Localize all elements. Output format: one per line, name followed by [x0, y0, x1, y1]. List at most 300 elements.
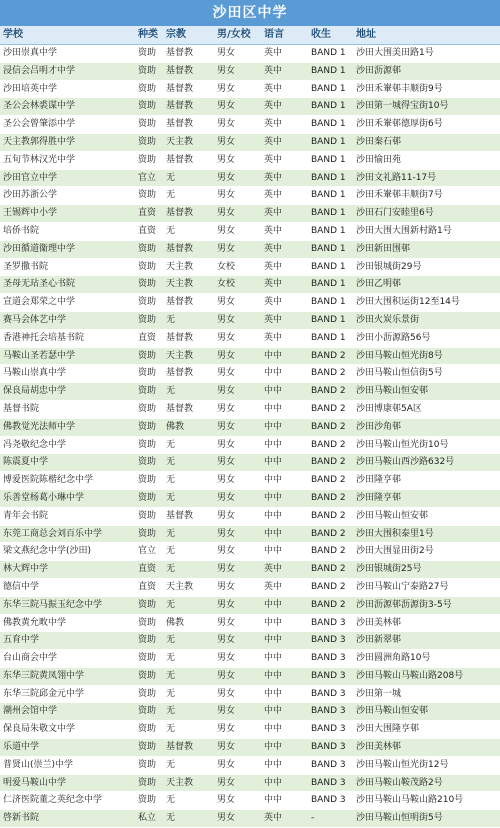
- cell-address: 沙田马鞍山西沙路632号: [353, 454, 500, 472]
- cell-address: 沙田禾輋邨德厚街6号: [353, 116, 500, 134]
- column-header-band: 收生: [308, 26, 353, 45]
- cell-school-name: 沙田官立中学: [0, 169, 135, 187]
- cell-gender: 男女: [214, 169, 261, 187]
- table-row: [0, 525, 500, 543]
- cell-address: 沙田马鞍山恒信街5号: [353, 365, 500, 383]
- table-row: [0, 240, 500, 258]
- cell-school-type: 资助: [135, 436, 163, 454]
- cell-school-type: 资助: [135, 80, 163, 98]
- cell-gender: 男女: [214, 685, 261, 703]
- cell-language: 中中: [261, 632, 308, 650]
- cell-address: 沙田隆亨邨: [353, 489, 500, 507]
- table-row: [0, 578, 500, 596]
- cell-language: 中中: [261, 365, 308, 383]
- cell-address: 沙田新田围邨: [353, 240, 500, 258]
- cell-band: BAND 3: [308, 792, 353, 810]
- cell-band: BAND 2: [308, 507, 353, 525]
- cell-band: BAND 2: [308, 596, 353, 614]
- cell-school-name: 东华三院马振玉纪念中学: [0, 596, 135, 614]
- cell-address: 沙田银城街29号: [353, 258, 500, 276]
- cell-school-type: 资助: [135, 365, 163, 383]
- cell-address: 沙田马鞍山恒明街5号: [353, 810, 500, 828]
- cell-address: 沙田禾輋邨丰顺街7号: [353, 187, 500, 205]
- table-row: [0, 596, 500, 614]
- cell-school-type: 资助: [135, 187, 163, 205]
- cell-religion: 基督教: [163, 205, 214, 223]
- cell-school-type: 资助: [135, 116, 163, 134]
- cell-school-name: 沙田苏浙公学: [0, 187, 135, 205]
- cell-school-type: 官立: [135, 169, 163, 187]
- cell-school-name: 赛马会体艺中学: [0, 311, 135, 329]
- cell-school-name: 天主教郭得胜中学: [0, 133, 135, 151]
- cell-gender: 男女: [214, 578, 261, 596]
- cell-gender: 男女: [214, 365, 261, 383]
- cell-language: 中中: [261, 685, 308, 703]
- cell-band: BAND 2: [308, 561, 353, 579]
- table-row: [0, 454, 500, 472]
- cell-language: 中中: [261, 400, 308, 418]
- cell-band: BAND 1: [308, 294, 353, 312]
- cell-religion: 无: [163, 187, 214, 205]
- cell-school-type: 资助: [135, 739, 163, 757]
- cell-band: BAND 2: [308, 525, 353, 543]
- cell-language: 中中: [261, 472, 308, 490]
- cell-religion: 无: [163, 436, 214, 454]
- cell-address: 沙田文礼路11-17号: [353, 169, 500, 187]
- cell-religion: 天主教: [163, 347, 214, 365]
- cell-school-type: 资助: [135, 258, 163, 276]
- cell-language: 中中: [261, 739, 308, 757]
- cell-gender: 男女: [214, 543, 261, 561]
- cell-school-type: 资助: [135, 703, 163, 721]
- cell-school-name: 沙田循道衞理中学: [0, 240, 135, 258]
- cell-school-name: 博爱医院陈楷纪念中学: [0, 472, 135, 490]
- cell-address: 沙田银城街25号: [353, 561, 500, 579]
- cell-school-type: 直资: [135, 205, 163, 223]
- cell-school-type: 资助: [135, 276, 163, 294]
- table-row: [0, 774, 500, 792]
- cell-school-name: 台山商会中学: [0, 650, 135, 668]
- cell-school-type: 资助: [135, 98, 163, 116]
- cell-band: BAND 2: [308, 436, 353, 454]
- cell-school-type: 资助: [135, 347, 163, 365]
- cell-religion: 基督教: [163, 739, 214, 757]
- cell-gender: 男女: [214, 311, 261, 329]
- cell-language: 中中: [261, 436, 308, 454]
- table-row: [0, 116, 500, 134]
- cell-school-type: 资助: [135, 632, 163, 650]
- cell-address: 沙田禾輋邨丰顺街9号: [353, 80, 500, 98]
- cell-language: 英中: [261, 578, 308, 596]
- cell-school-name: 佛教觉光法师中学: [0, 418, 135, 436]
- cell-gender: 男女: [214, 632, 261, 650]
- cell-school-name: 马鞍山崇真中学: [0, 365, 135, 383]
- table-row: [0, 543, 500, 561]
- cell-address: 沙田沥源邨沥源街3-5号: [353, 596, 500, 614]
- cell-address: 沙田马鞍山恒光街10号: [353, 436, 500, 454]
- column-header-language: 语言: [261, 26, 308, 45]
- column-header-gender: 男/女校: [214, 26, 261, 45]
- cell-school-name: 普贤山(崇兰)中学: [0, 756, 135, 774]
- cell-language: 英中: [261, 276, 308, 294]
- table-row: [0, 739, 500, 757]
- cell-address: 沙田博康邨5A区: [353, 400, 500, 418]
- cell-gender: 男女: [214, 774, 261, 792]
- cell-language: 英中: [261, 169, 308, 187]
- cell-school-type: 资助: [135, 45, 163, 63]
- cell-school-type: 资助: [135, 240, 163, 258]
- cell-address: 沙田石门安睦里6号: [353, 205, 500, 223]
- table-row: [0, 276, 500, 294]
- cell-religion: 无: [163, 596, 214, 614]
- table-row: [0, 810, 500, 828]
- cell-religion: 基督教: [163, 294, 214, 312]
- table-header-row: [0, 26, 500, 45]
- cell-address: 沙田大围积运街12至14号: [353, 294, 500, 312]
- cell-gender: 男女: [214, 561, 261, 579]
- cell-religion: 基督教: [163, 507, 214, 525]
- cell-school-type: 资助: [135, 667, 163, 685]
- cell-address: 沙田第一城: [353, 685, 500, 703]
- cell-school-type: 资助: [135, 133, 163, 151]
- cell-language: 中中: [261, 650, 308, 668]
- cell-school-type: 资助: [135, 294, 163, 312]
- table-row: [0, 561, 500, 579]
- cell-religion: 基督教: [163, 400, 214, 418]
- cell-band: BAND 1: [308, 80, 353, 98]
- cell-school-type: 资助: [135, 311, 163, 329]
- cell-school-name: 王锡辉中小学: [0, 205, 135, 223]
- cell-school-type: 资助: [135, 792, 163, 810]
- cell-address: 沙田美林邨: [353, 614, 500, 632]
- cell-language: 中中: [261, 614, 308, 632]
- cell-religion: 无: [163, 632, 214, 650]
- cell-school-name: 东华三院邱金元中学: [0, 685, 135, 703]
- cell-school-type: 资助: [135, 507, 163, 525]
- cell-school-name: 五旬节林汉光中学: [0, 151, 135, 169]
- cell-school-name: 圣罗撒书院: [0, 258, 135, 276]
- cell-address: 沙田小沥源路56号: [353, 329, 500, 347]
- cell-address: 沙田大围显田街2号: [353, 543, 500, 561]
- cell-gender: 男女: [214, 222, 261, 240]
- column-header-address: 地址: [353, 26, 500, 45]
- cell-band: BAND 2: [308, 365, 353, 383]
- cell-language: 中中: [261, 418, 308, 436]
- cell-school-type: 资助: [135, 756, 163, 774]
- cell-school-name: 乐道中学: [0, 739, 135, 757]
- cell-band: BAND 3: [308, 614, 353, 632]
- cell-band: BAND 3: [308, 721, 353, 739]
- cell-language: 英中: [261, 810, 308, 828]
- table-row: [0, 685, 500, 703]
- cell-school-name: 乐善堂杨葛小琳中学: [0, 489, 135, 507]
- cell-address: 沙田马鞍山恒光街12号: [353, 756, 500, 774]
- cell-school-name: 圣母无玷圣心书院: [0, 276, 135, 294]
- cell-address: 沙田马鞍山恒安邨: [353, 703, 500, 721]
- cell-address: 沙田大围大围新村路1号: [353, 222, 500, 240]
- cell-religion: 天主教: [163, 276, 214, 294]
- table-row: [0, 98, 500, 116]
- cell-school-name: 德信中学: [0, 578, 135, 596]
- cell-gender: 男女: [214, 45, 261, 63]
- table-row: [0, 489, 500, 507]
- cell-gender: 男女: [214, 739, 261, 757]
- table-row: [0, 472, 500, 490]
- cell-band: BAND 1: [308, 187, 353, 205]
- table-row: [0, 205, 500, 223]
- cell-gender: 男女: [214, 116, 261, 134]
- cell-gender: 男女: [214, 436, 261, 454]
- cell-gender: 男女: [214, 418, 261, 436]
- cell-gender: 男女: [214, 205, 261, 223]
- cell-band: -: [308, 810, 353, 828]
- cell-gender: 男女: [214, 721, 261, 739]
- cell-gender: 男女: [214, 756, 261, 774]
- cell-address: 沙田第一城得宝街10号: [353, 98, 500, 116]
- cell-gender: 女校: [214, 258, 261, 276]
- cell-address: 沙田火炭乐景街: [353, 311, 500, 329]
- cell-address: 沙田马鞍山恒安邨: [353, 383, 500, 401]
- table-row: [0, 721, 500, 739]
- cell-address: 沙田乙明邨: [353, 276, 500, 294]
- column-header-type: 种类: [135, 26, 163, 45]
- cell-religion: 无: [163, 650, 214, 668]
- table-row: [0, 667, 500, 685]
- table-row: [0, 365, 500, 383]
- cell-band: BAND 3: [308, 756, 353, 774]
- cell-language: 英中: [261, 329, 308, 347]
- cell-address: 沙田美林邨: [353, 739, 500, 757]
- cell-school-type: 资助: [135, 383, 163, 401]
- table-row: [0, 418, 500, 436]
- cell-band: BAND 2: [308, 400, 353, 418]
- cell-gender: 男女: [214, 240, 261, 258]
- cell-religion: 基督教: [163, 329, 214, 347]
- cell-school-name: 青年会书院: [0, 507, 135, 525]
- table-row: [0, 294, 500, 312]
- cell-band: BAND 2: [308, 383, 353, 401]
- cell-address: 沙田圆洲角路10号: [353, 650, 500, 668]
- table-row: [0, 614, 500, 632]
- cell-gender: 男女: [214, 596, 261, 614]
- cell-gender: 男女: [214, 151, 261, 169]
- cell-school-type: 资助: [135, 400, 163, 418]
- cell-language: 中中: [261, 525, 308, 543]
- cell-gender: 男女: [214, 329, 261, 347]
- cell-school-type: 资助: [135, 650, 163, 668]
- cell-school-name: 陈震夏中学: [0, 454, 135, 472]
- cell-school-type: 资助: [135, 418, 163, 436]
- cell-religion: 基督教: [163, 240, 214, 258]
- cell-school-type: 直资: [135, 561, 163, 579]
- cell-language: 英中: [261, 240, 308, 258]
- cell-language: 中中: [261, 703, 308, 721]
- cell-band: BAND 1: [308, 133, 353, 151]
- table-row: [0, 650, 500, 668]
- table-row: [0, 133, 500, 151]
- cell-school-name: 梁文燕纪念中学(沙田): [0, 543, 135, 561]
- table-row: [0, 400, 500, 418]
- cell-band: BAND 1: [308, 45, 353, 63]
- cell-gender: 男女: [214, 454, 261, 472]
- cell-address: 沙田沙角邨: [353, 418, 500, 436]
- cell-address: 沙田马鞍山恒安邨: [353, 507, 500, 525]
- cell-language: 英中: [261, 98, 308, 116]
- cell-language: 中中: [261, 543, 308, 561]
- cell-school-name: 潮州会馆中学: [0, 703, 135, 721]
- table-row: [0, 329, 500, 347]
- cell-address: 沙田大围积泰里1号: [353, 525, 500, 543]
- cell-religion: 无: [163, 525, 214, 543]
- cell-band: BAND 2: [308, 418, 353, 436]
- cell-gender: 女校: [214, 276, 261, 294]
- cell-school-name: 沙田崇真中学: [0, 45, 135, 63]
- cell-religion: 无: [163, 721, 214, 739]
- cell-religion: 无: [163, 169, 214, 187]
- table-body: [0, 45, 500, 828]
- table-row: [0, 62, 500, 80]
- cell-religion: 无: [163, 454, 214, 472]
- cell-band: BAND 1: [308, 222, 353, 240]
- cell-religion: 基督教: [163, 116, 214, 134]
- cell-school-type: 私立: [135, 810, 163, 828]
- cell-school-type: 资助: [135, 472, 163, 490]
- cell-religion: 无: [163, 472, 214, 490]
- column-header-school: 学校: [0, 26, 135, 45]
- table-row: [0, 45, 500, 63]
- cell-language: 中中: [261, 347, 308, 365]
- table-row: [0, 507, 500, 525]
- cell-religion: 无: [163, 489, 214, 507]
- cell-school-name: 马鞍山圣若瑟中学: [0, 347, 135, 365]
- cell-gender: 男女: [214, 400, 261, 418]
- cell-school-type: 资助: [135, 525, 163, 543]
- cell-band: BAND 1: [308, 116, 353, 134]
- cell-school-type: 资助: [135, 454, 163, 472]
- cell-language: 英中: [261, 116, 308, 134]
- cell-school-name: 佛教黄允畋中学: [0, 614, 135, 632]
- cell-band: BAND 2: [308, 347, 353, 365]
- cell-language: 英中: [261, 187, 308, 205]
- table-row: [0, 756, 500, 774]
- cell-language: 英中: [261, 222, 308, 240]
- cell-language: 英中: [261, 80, 308, 98]
- table-row: [0, 187, 500, 205]
- cell-band: BAND 3: [308, 685, 353, 703]
- cell-band: BAND 1: [308, 62, 353, 80]
- cell-band: BAND 2: [308, 543, 353, 561]
- table-row: [0, 80, 500, 98]
- cell-gender: 男女: [214, 62, 261, 80]
- cell-band: BAND 1: [308, 98, 353, 116]
- cell-school-type: 资助: [135, 62, 163, 80]
- cell-gender: 男女: [214, 294, 261, 312]
- cell-language: 中中: [261, 596, 308, 614]
- cell-address: 沙田马鞍山宁泰路27号: [353, 578, 500, 596]
- table-row: [0, 703, 500, 721]
- cell-language: 中中: [261, 721, 308, 739]
- cell-language: 中中: [261, 454, 308, 472]
- cell-school-type: 资助: [135, 774, 163, 792]
- cell-school-name: 仁济医院董之英纪念中学: [0, 792, 135, 810]
- cell-language: 中中: [261, 489, 308, 507]
- cell-gender: 男女: [214, 525, 261, 543]
- cell-school-name: 圣公会曾肇添中学: [0, 116, 135, 134]
- cell-school-name: 冯尧敬纪念中学: [0, 436, 135, 454]
- cell-school-name: 保良局朱敬文中学: [0, 721, 135, 739]
- cell-band: BAND 3: [308, 632, 353, 650]
- cell-gender: 男女: [214, 187, 261, 205]
- cell-band: BAND 1: [308, 205, 353, 223]
- cell-language: 英中: [261, 205, 308, 223]
- cell-band: BAND 1: [308, 169, 353, 187]
- cell-gender: 男女: [214, 472, 261, 490]
- cell-address: 沙田沥源邨: [353, 62, 500, 80]
- cell-address: 沙田大围隆亨邨: [353, 721, 500, 739]
- cell-religion: 佛教: [163, 418, 214, 436]
- cell-school-type: 资助: [135, 721, 163, 739]
- cell-language: 中中: [261, 756, 308, 774]
- cell-religion: 天主教: [163, 578, 214, 596]
- cell-school-name: 东华三院黄凤翎中学: [0, 667, 135, 685]
- cell-school-type: 资助: [135, 685, 163, 703]
- cell-band: BAND 1: [308, 276, 353, 294]
- cell-school-name: 五育中学: [0, 632, 135, 650]
- cell-religion: 无: [163, 311, 214, 329]
- cell-religion: 无: [163, 561, 214, 579]
- cell-language: 中中: [261, 792, 308, 810]
- cell-gender: 男女: [214, 667, 261, 685]
- cell-language: 中中: [261, 383, 308, 401]
- cell-gender: 男女: [214, 98, 261, 116]
- cell-religion: 无: [163, 703, 214, 721]
- cell-address: 沙田马鞍山恒光街8号: [353, 347, 500, 365]
- cell-gender: 男女: [214, 507, 261, 525]
- cell-band: BAND 2: [308, 489, 353, 507]
- cell-school-name: 宣道会郑荣之中学: [0, 294, 135, 312]
- column-header-religion: 宗教: [163, 26, 214, 45]
- cell-band: BAND 1: [308, 240, 353, 258]
- cell-religion: 无: [163, 222, 214, 240]
- cell-school-type: 资助: [135, 151, 163, 169]
- cell-religion: 无: [163, 756, 214, 774]
- table-row: [0, 258, 500, 276]
- table-row: [0, 151, 500, 169]
- table-row: [0, 222, 500, 240]
- cell-language: 英中: [261, 151, 308, 169]
- cell-religion: 天主教: [163, 774, 214, 792]
- cell-school-name: 保良局胡忠中学: [0, 383, 135, 401]
- cell-band: BAND 3: [308, 774, 353, 792]
- cell-school-name: 明爱马鞍山中学: [0, 774, 135, 792]
- cell-religion: 基督教: [163, 151, 214, 169]
- cell-religion: 基督教: [163, 365, 214, 383]
- page-title: 沙田区中学: [0, 0, 500, 26]
- cell-gender: 男女: [214, 703, 261, 721]
- cell-gender: 男女: [214, 133, 261, 151]
- cell-religion: 基督教: [163, 80, 214, 98]
- cell-band: BAND 1: [308, 311, 353, 329]
- table-row: [0, 436, 500, 454]
- cell-religion: 基督教: [163, 45, 214, 63]
- cell-gender: 男女: [214, 489, 261, 507]
- cell-school-name: 啓新书院: [0, 810, 135, 828]
- cell-religion: 无: [163, 792, 214, 810]
- cell-school-type: 直资: [135, 329, 163, 347]
- cell-gender: 男女: [214, 614, 261, 632]
- cell-language: 英中: [261, 62, 308, 80]
- school-table: [0, 26, 500, 828]
